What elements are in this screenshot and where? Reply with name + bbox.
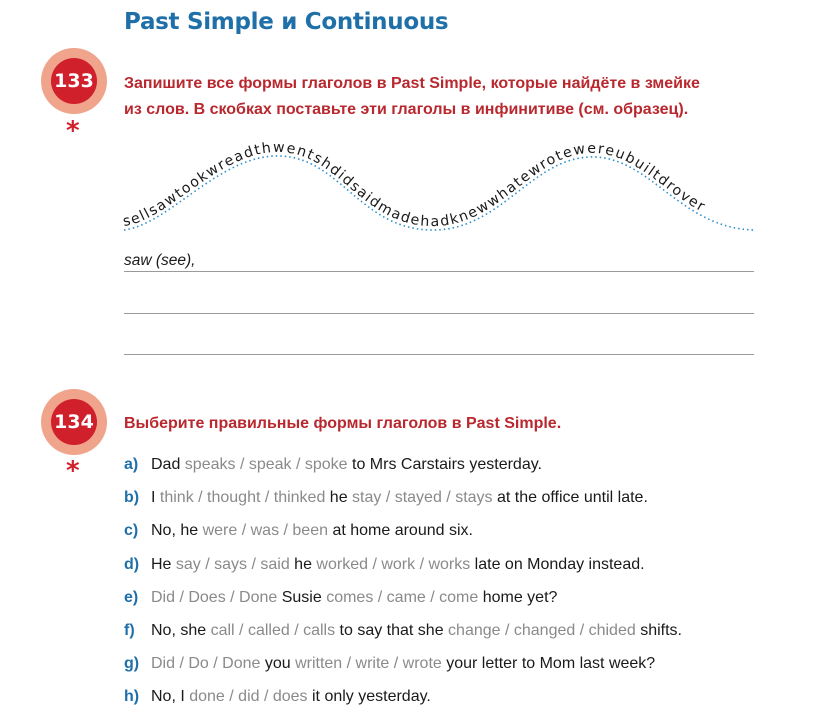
verb-options[interactable]: Did / Do / Done bbox=[151, 655, 261, 673]
exercise-number-badge bbox=[41, 389, 107, 455]
item-text: at the office until late. bbox=[492, 489, 648, 507]
verb-options[interactable]: worked / work / works bbox=[316, 555, 471, 573]
item-text: Susie bbox=[277, 588, 327, 606]
sample-answer: saw (see), bbox=[124, 252, 196, 269]
item-letter: f) bbox=[124, 621, 135, 639]
item-text: shifts. bbox=[635, 621, 682, 639]
verb-options[interactable]: done / did / does bbox=[189, 688, 308, 706]
verb-options[interactable]: speaks / speak / spoke bbox=[184, 456, 348, 473]
instruction-line: из слов. В скобках поставьте эти глаголы в инфинитиве (см. образец). bbox=[124, 101, 689, 118]
exercise-instruction: Выберите правильные формы глаголов в Past Simple. bbox=[124, 415, 562, 432]
answer-line-2[interactable] bbox=[124, 313, 754, 314]
item-text: Dad bbox=[151, 456, 185, 473]
exercise-item bbox=[124, 618, 804, 651]
verb-options[interactable]: written / write / wrote bbox=[295, 655, 442, 673]
item-text: he bbox=[325, 489, 353, 507]
exercise-number: 134 bbox=[51, 399, 97, 445]
exercise-instruction bbox=[124, 71, 700, 123]
exercise-item bbox=[124, 485, 804, 518]
snake-text: sellsawtookwreadthwentshdidsaidmadehadknewwhatewrotewereubuiltdrover bbox=[121, 139, 709, 231]
item-text: home yet? bbox=[478, 588, 558, 606]
exercise-item bbox=[124, 651, 804, 684]
verb-options[interactable]: think / thought / thinked bbox=[159, 489, 326, 507]
answer-line-3[interactable] bbox=[124, 354, 754, 355]
item-text: to Mrs Carstairs yesterday. bbox=[347, 456, 542, 473]
verb-options[interactable]: say / says / said bbox=[175, 555, 290, 573]
exercise-number: 133 bbox=[51, 58, 97, 104]
answer-line-1[interactable] bbox=[124, 271, 754, 272]
item-letter: c) bbox=[124, 522, 139, 540]
exercise-items bbox=[124, 452, 804, 718]
verb-options[interactable]: stay / stayed / stays bbox=[352, 489, 493, 507]
item-text: I bbox=[151, 489, 160, 507]
item-letter: a) bbox=[124, 456, 139, 473]
exercise-number-badge bbox=[41, 48, 107, 114]
verb-options[interactable]: change / changed / chided bbox=[448, 621, 636, 639]
item-text: late on Monday instead. bbox=[470, 555, 645, 573]
item-letter: e) bbox=[124, 588, 139, 606]
item-text: you bbox=[260, 655, 296, 673]
item-letter: b) bbox=[124, 489, 140, 507]
item-text: No, he bbox=[151, 522, 203, 540]
item-text: it only yesterday. bbox=[307, 688, 431, 706]
item-text: at home around six. bbox=[328, 522, 473, 540]
snake-letters bbox=[121, 140, 708, 230]
item-letter: g) bbox=[124, 655, 140, 673]
exercise-item bbox=[124, 518, 804, 551]
exercise-item bbox=[124, 684, 804, 717]
instruction-line: Запишите все формы глаголов в Past Simple, которые найдёте в змейке bbox=[124, 75, 700, 92]
item-text: your letter to Mom last week? bbox=[441, 655, 656, 673]
difficulty-star: * bbox=[66, 116, 80, 146]
item-text: to say that she bbox=[335, 621, 449, 639]
item-letter: h) bbox=[124, 688, 140, 706]
verb-options[interactable]: comes / came / come bbox=[326, 588, 479, 606]
verb-options[interactable]: Did / Does / Done bbox=[151, 588, 278, 606]
item-text: he bbox=[289, 555, 317, 573]
page-title: Past Simple и Continuous bbox=[124, 9, 449, 35]
item-text: No, she bbox=[151, 621, 211, 639]
item-text: No, I bbox=[151, 688, 190, 706]
exercise-item bbox=[124, 552, 804, 585]
verb-options[interactable]: were / was / been bbox=[202, 522, 328, 540]
exercise-item bbox=[124, 452, 804, 485]
word-snake bbox=[110, 130, 770, 240]
item-letter: d) bbox=[124, 555, 140, 573]
item-text: He bbox=[151, 555, 176, 573]
difficulty-star: * bbox=[66, 456, 80, 486]
verb-options[interactable]: call / called / calls bbox=[210, 621, 336, 639]
exercise-item bbox=[124, 585, 804, 618]
